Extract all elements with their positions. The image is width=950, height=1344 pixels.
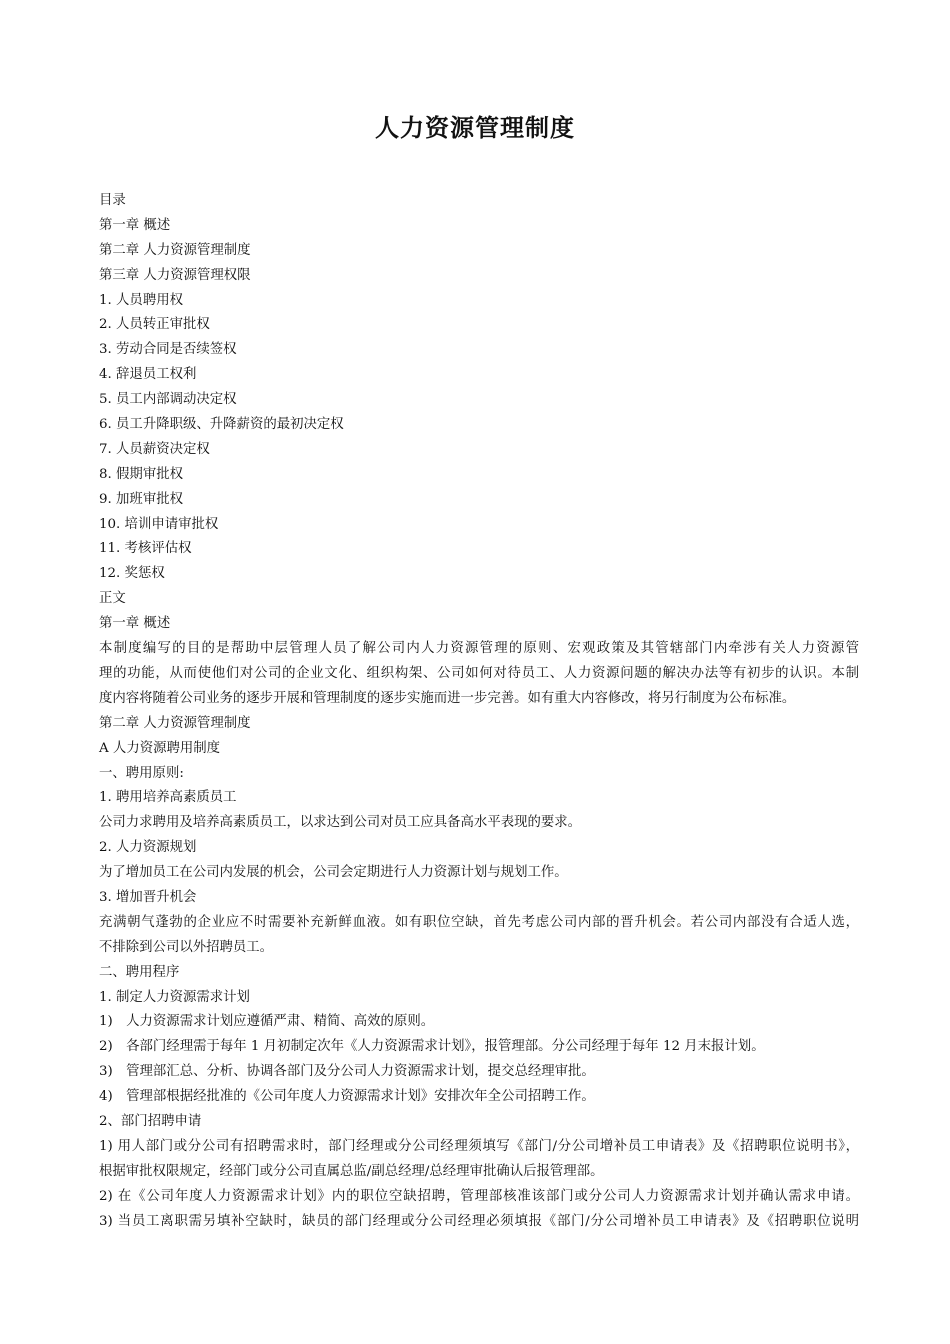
- toc-item: 3. 劳动合同是否续签权: [99, 342, 237, 358]
- toc-item: 1. 人员聘用权: [99, 292, 183, 308]
- list-item: 1) 用人部门或分公司有招聘需求时，部门经理或分公司经理须填写《部门/分公司增补员工申请表》及《招聘职位说明书》，: [99, 1138, 859, 1154]
- toc-item: 第一章 概述: [99, 217, 171, 233]
- document-title: 人力资源管理制度: [375, 114, 575, 142]
- paragraph-line: 度内容将随着公司业务的逐步开展和管理制度的逐步实施而进一步完善。如有重大内容修改，将另行制度为公布标准。: [99, 690, 796, 706]
- toc-item: 2. 人员转正审批权: [99, 317, 210, 333]
- toc-item: 5. 员工内部调动决定权: [99, 392, 237, 408]
- paragraph-line: 为了增加员工在公司内发展的机会，公司会定期进行人力资源计划与规划工作。: [99, 865, 568, 881]
- item-title: 1. 制定人力资源需求计划: [99, 989, 250, 1005]
- item-title: 3. 增加晋升机会: [99, 889, 197, 905]
- toc-item: 12. 奖惩权: [99, 566, 165, 582]
- subsection-heading: 二、聘用程序: [99, 964, 180, 980]
- list-item: 2) 各部门经理需于每年 1 月初制定次年《人力资源需求计划》，报管理部。分公司经理于每年 12 月末报计划。: [99, 1039, 765, 1055]
- paragraph-line: 理的功能，从而使他们对公司的企业文化、组织构架、公司如何对待员工、人力资源问题的解决办法等有初步的认识。本制: [99, 665, 859, 681]
- list-item: 1) 人力资源需求计划应遵循严肃、精简、高效的原则。: [99, 1014, 435, 1030]
- toc-heading: 目录: [99, 193, 126, 208]
- toc-item: 4. 辞退员工权利: [99, 367, 197, 383]
- toc-item: 11. 考核评估权: [99, 541, 192, 557]
- toc-item: 8. 假期审批权: [99, 466, 183, 482]
- list-item: 3) 管理部汇总、分析、协调各部门及分公司人力资源需求计划，提交总经理审批。: [99, 1064, 595, 1080]
- toc-item: 10. 培训申请审批权: [99, 516, 219, 532]
- toc-item: 第二章 人力资源管理制度: [99, 242, 251, 258]
- toc-item: 7. 人员薪资决定权: [99, 441, 210, 457]
- chapter-1-title: 第一章 概述: [99, 616, 171, 632]
- chapter-2-title: 第二章 人力资源管理制度: [99, 715, 251, 731]
- list-item: 2) 在《公司年度人力资源需求计划》内的职位空缺招聘，管理部核准该部门或分公司人力资源需求计划并确认需求申请。: [99, 1188, 859, 1204]
- section-heading: A 人力资源聘用制度: [99, 740, 221, 756]
- list-item: 4) 管理部根据经批准的《公司年度人力资源需求计划》安排次年全公司招聘工作。: [99, 1089, 595, 1105]
- subsection-heading: 一、聘用原则:: [99, 765, 184, 781]
- toc-item: 9. 加班审批权: [99, 491, 183, 507]
- toc-item: 第三章 人力资源管理权限: [99, 267, 251, 283]
- body-heading: 正文: [99, 591, 126, 607]
- document-body: [99, 189, 859, 1235]
- paragraph-line: 充满朝气蓬勃的企业应不时需要补充新鲜血液。如有职位空缺，首先考虑公司内部的晋升机会。若公司内部没有合适人选，: [99, 914, 859, 930]
- paragraph-line: 公司力求聘用及培养高素质员工，以求达到公司对员工应具备高水平表现的要求。: [99, 815, 582, 831]
- list-item: 3) 当员工离职需另填补空缺时，缺员的部门经理或分公司经理必须填报《部门/分公司增补员工申请表》及《招聘职位说明: [99, 1213, 859, 1229]
- toc-item: 6. 员工升降职级、升降薪资的最初决定权: [99, 417, 344, 433]
- item-title: 2. 人力资源规划: [99, 840, 197, 856]
- list-item: 根据审批权限规定，经部门或分公司直属总监/副总经理/总经理审批确认后报管理部。: [99, 1163, 604, 1179]
- paragraph-line: 不排除到公司以外招聘员工。: [99, 939, 274, 955]
- paragraph-line: 本制度编写的目的是帮助中层管理人员了解公司内人力资源管理的原则、宏观政策及其管辖部门内牵涉有关人力资源管: [99, 641, 859, 657]
- item-title: 2、部门招聘申请: [99, 1114, 202, 1129]
- item-title: 1. 聘用培养高素质员工: [99, 790, 237, 806]
